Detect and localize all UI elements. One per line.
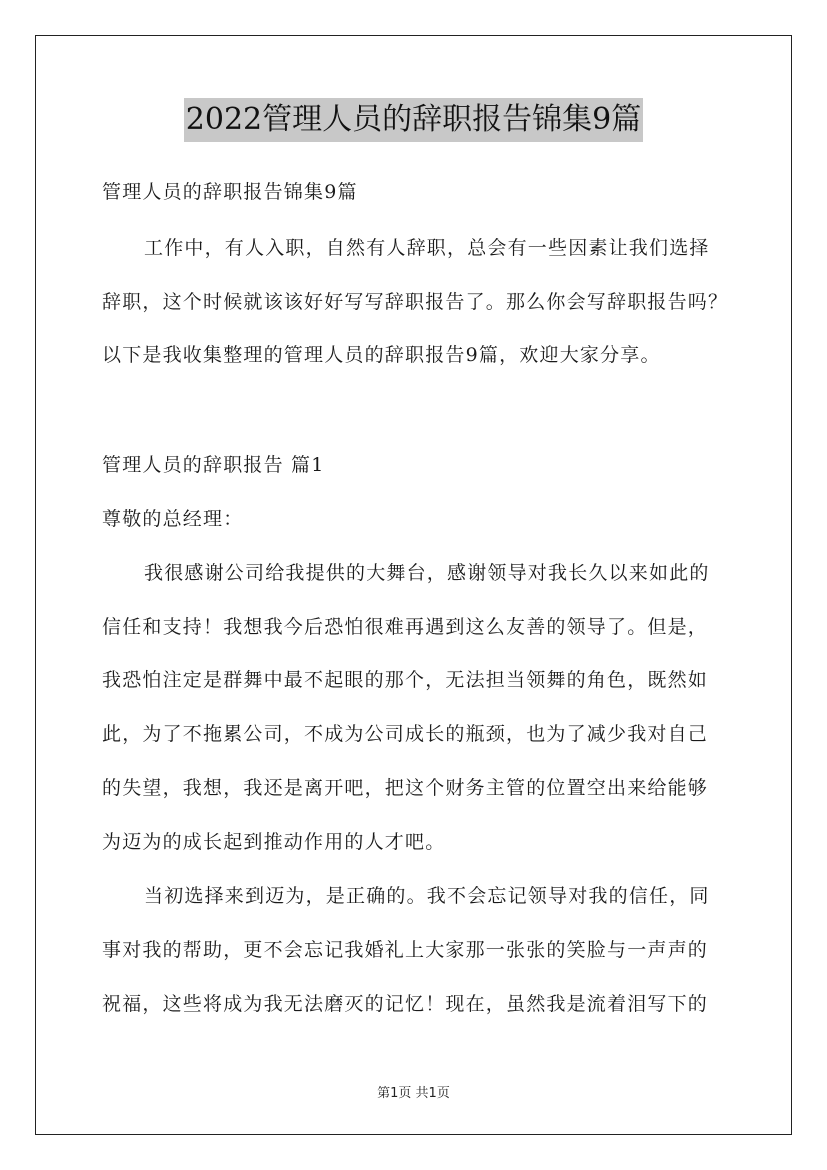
- page-footer: 第1页 共1页: [377, 1086, 450, 1101]
- intro-line: 工作中，有人入职，自然有人辞职，总会有一些因素让我们选择: [144, 237, 710, 259]
- intro-line: 以下是我收集整理的管理人员的辞职报告9篇，欢迎大家分享。: [102, 344, 661, 366]
- salutation: 尊敬的总经理：: [102, 508, 244, 530]
- paragraph-line: 我恐怕注定是群舞中最不起眼的那个，无法担当领舞的角色，既然如: [102, 669, 709, 691]
- paragraph-line: 的失望，我想，我还是离开吧，把这个财务主管的位置空出来给能够: [102, 777, 709, 799]
- paragraph-line: 信任和支持！我想我今后恐怕很难再遇到这么友善的领导了。但是，: [102, 616, 709, 638]
- paragraph-line: 祝福，这些将成为我无法磨灭的记忆！现在，虽然我是流着泪写下的: [102, 993, 709, 1015]
- paragraph-line: 当初选择来到迈为，是正确的。我不会忘记领导对我的信任，同: [144, 885, 710, 907]
- paragraph-line: 我很感谢公司给我提供的大舞台，感谢领导对我长久以来如此的: [144, 562, 710, 584]
- document-title: 2022管理人员的辞职报告锦集9篇: [184, 98, 643, 142]
- document-subtitle: 管理人员的辞职报告锦集9篇: [102, 181, 358, 203]
- section-heading: 管理人员的辞职报告 篇1: [102, 454, 325, 476]
- title-container: [0, 98, 827, 142]
- intro-line: 辞职，这个时候就该该好好写写辞职报告了。那么你会写辞职报告吗？: [102, 291, 729, 313]
- paragraph-line: 为迈为的成长起到推动作用的人才吧。: [102, 831, 446, 853]
- paragraph-line: 此，为了不拖累公司，不成为公司成长的瓶颈，也为了减少我对自己: [102, 723, 709, 745]
- paragraph-line: 事对我的帮助，更不会忘记我婚礼上大家那一张张的笑脸与一声声的: [102, 939, 709, 961]
